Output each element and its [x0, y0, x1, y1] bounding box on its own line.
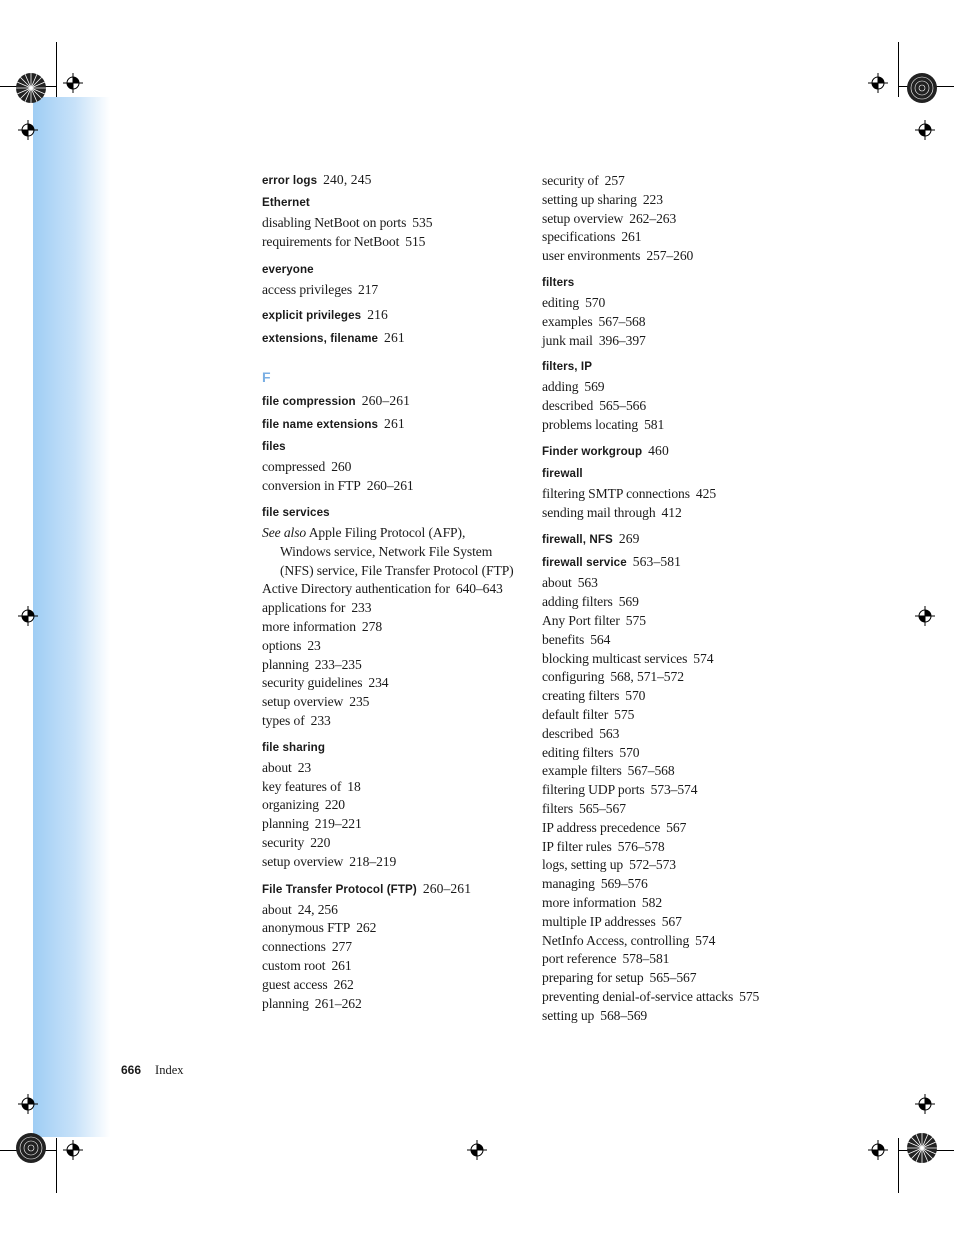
index-subentry: about 24, 256	[262, 901, 338, 917]
index-term: file services	[262, 505, 330, 519]
index-subentry: filters 565–567	[542, 800, 626, 816]
registration-wheel-icon	[906, 1132, 938, 1164]
index-subentry: adding filters 569	[542, 594, 639, 610]
index-subentry: about 563	[542, 575, 598, 591]
index-subentry: user environments 257–260	[542, 248, 694, 264]
index-subentry: disabling NetBoot on ports 535	[262, 215, 433, 230]
index-subentry: creating filters 570	[542, 688, 646, 704]
registration-mark-icon	[915, 606, 935, 626]
registration-mark-icon	[18, 606, 38, 626]
index-term: files	[262, 440, 286, 454]
crop-mark	[56, 1138, 57, 1193]
registration-mark-icon	[467, 1140, 487, 1160]
index-subentry: anonymous FTP 262	[262, 920, 377, 936]
index-term: error logs	[262, 174, 318, 187]
index-subentry: preparing for setup 565–567	[542, 970, 697, 986]
index-subentry: editing filters 570	[542, 744, 640, 760]
index-entry	[262, 393, 517, 410]
index-subentry: conversion in FTP 260–261	[262, 478, 414, 494]
index-entry	[262, 881, 517, 898]
index-subentry: about 23	[262, 759, 312, 775]
index-subentry: described 565–566	[542, 398, 647, 414]
index-subentry: example filters 567–568	[542, 763, 675, 779]
page-ref: 460	[648, 442, 669, 458]
index-subentry: compressed 260	[262, 459, 352, 475]
index-subentry: planning 233–235	[262, 656, 362, 672]
registration-mark-icon	[63, 73, 83, 93]
index-term: File Transfer Protocol (FTP)	[262, 882, 417, 896]
registration-mark-icon	[868, 73, 888, 93]
index-subentry: multiple IP addresses 567	[542, 913, 682, 929]
index-subentry: adding 569	[542, 379, 605, 395]
index-term: firewall	[542, 466, 583, 480]
index-subentry: options 23	[262, 637, 321, 653]
registration-mark-icon	[18, 120, 38, 140]
page-section-label: Index	[155, 1063, 184, 1077]
page-number: 666	[121, 1063, 142, 1077]
index-entry	[262, 416, 517, 433]
index-term: Ethernet	[262, 196, 310, 209]
index-term: file sharing	[262, 740, 326, 754]
index-subentry: access privileges 217	[262, 281, 379, 297]
index-subentry: key features of 18	[262, 778, 361, 794]
index-subentry: guest access 262	[262, 976, 354, 992]
crop-mark	[898, 42, 899, 97]
index-subentry: planning 261–262	[262, 995, 362, 1011]
index-subentry: specifications 261	[542, 229, 642, 245]
index-subentry: requirements for NetBoot 515	[262, 233, 426, 249]
index-subentry: custom root 261	[262, 957, 352, 973]
index-term: firewall, NFS	[542, 533, 613, 547]
registration-wheel-icon	[906, 72, 938, 104]
index-subentry: more information 278	[262, 618, 383, 634]
crop-mark	[56, 42, 57, 97]
index-subentry: filtering SMTP connections 425	[542, 485, 717, 501]
side-color-band	[33, 97, 110, 1137]
page-ref: 260–261	[422, 880, 472, 896]
index-term: explicit privileges	[262, 309, 362, 323]
index-subentry: default filter 575	[542, 706, 635, 722]
index-subentry: logs, setting up 572–573	[542, 857, 676, 873]
index-subentry: setting up 568–569	[542, 1007, 648, 1023]
index-subentry: configuring 568, 571–572	[542, 669, 684, 685]
index-entry	[542, 531, 792, 548]
index-column-left	[262, 172, 517, 1013]
page-ref: 216	[367, 307, 388, 323]
index-subentry: connections 277	[262, 939, 352, 955]
index-subentry: applications for 233	[262, 600, 372, 616]
page-ref: 260–261	[361, 393, 411, 409]
page-footer	[121, 1063, 184, 1078]
index-term: firewall service	[542, 556, 627, 570]
index-subentry: planning 219–221	[262, 816, 362, 832]
index-subentry: filtering UDP ports 573–574	[542, 782, 698, 798]
registration-mark-icon	[868, 1140, 888, 1160]
index-subentry: benefits 564	[542, 631, 611, 647]
index-subentry: NetInfo Access, controlling 574	[542, 932, 716, 948]
crop-mark	[898, 1138, 899, 1193]
index-term: Finder workgroup	[542, 444, 643, 458]
page-ref: 261	[384, 416, 405, 432]
index-subentry: IP filter rules 576–578	[542, 838, 665, 854]
index-term: everyone	[262, 262, 314, 276]
index-entry	[542, 443, 792, 460]
page-ref: 269	[618, 531, 640, 547]
index-subentry: IP address precedence 567	[542, 819, 687, 835]
index-subentry: junk mail 396–397	[542, 332, 646, 348]
index-term: filters, IP	[542, 360, 593, 374]
index-subentry: managing 569–576	[542, 876, 648, 892]
page-ref: 240, 245	[323, 172, 372, 187]
index-subentry: organizing 220	[262, 797, 345, 813]
registration-wheel-icon	[15, 1132, 47, 1164]
registration-wheel-icon	[15, 72, 47, 104]
index-subentry: Any Port filter 575	[542, 612, 646, 628]
index-subentry: more information 582	[542, 894, 663, 910]
index-subentry: sending mail through 412	[542, 504, 682, 520]
index-subentry: editing 570	[542, 294, 606, 310]
registration-mark-icon	[18, 1094, 38, 1114]
page-ref: 261	[384, 330, 405, 346]
index-subentry: port reference 578–581	[542, 951, 670, 967]
index-subentry: security 220	[262, 834, 331, 850]
index-term: filters	[542, 275, 575, 289]
index-subentry: security of 257	[542, 173, 625, 188]
registration-mark-icon	[915, 120, 935, 140]
index-subentry: setup overview 218–219	[262, 853, 397, 869]
index-entry	[262, 172, 517, 189]
index-term: extensions, filename	[262, 332, 379, 346]
index-subentry: problems locating 581	[542, 416, 665, 432]
section-letter: F	[262, 369, 271, 386]
page-ref: 563–581	[632, 554, 682, 570]
index-subentry: setup overview 235	[262, 694, 370, 710]
index-entry	[262, 330, 517, 347]
index-subentry: Active Directory authentication for 640–643	[262, 581, 503, 597]
registration-mark-icon	[915, 1094, 935, 1114]
index-subentry: preventing denial-of-service attacks 575	[542, 988, 760, 1004]
index-subentry: setting up sharing 223	[542, 191, 663, 207]
registration-mark-icon	[63, 1140, 83, 1160]
index-subentry: security guidelines 234	[262, 675, 389, 691]
index-column-right	[542, 172, 792, 1025]
index-subentry: blocking multicast services 574	[542, 650, 714, 666]
index-entry	[262, 307, 517, 324]
index-see-also: See also Apple Filing Protocol (AFP), Windows service, Network File System (NFS) service, File Transfer Protocol (FTP)	[262, 524, 514, 578]
index-term: file name extensions	[262, 418, 379, 432]
index-subentry: types of 233	[262, 712, 331, 728]
index-subentry: described 563	[542, 725, 620, 741]
index-entry	[542, 554, 792, 571]
index-term: file compression	[262, 395, 356, 409]
index-subentry: setup overview 262–263	[542, 210, 677, 226]
index-subentry: examples 567–568	[542, 313, 646, 329]
